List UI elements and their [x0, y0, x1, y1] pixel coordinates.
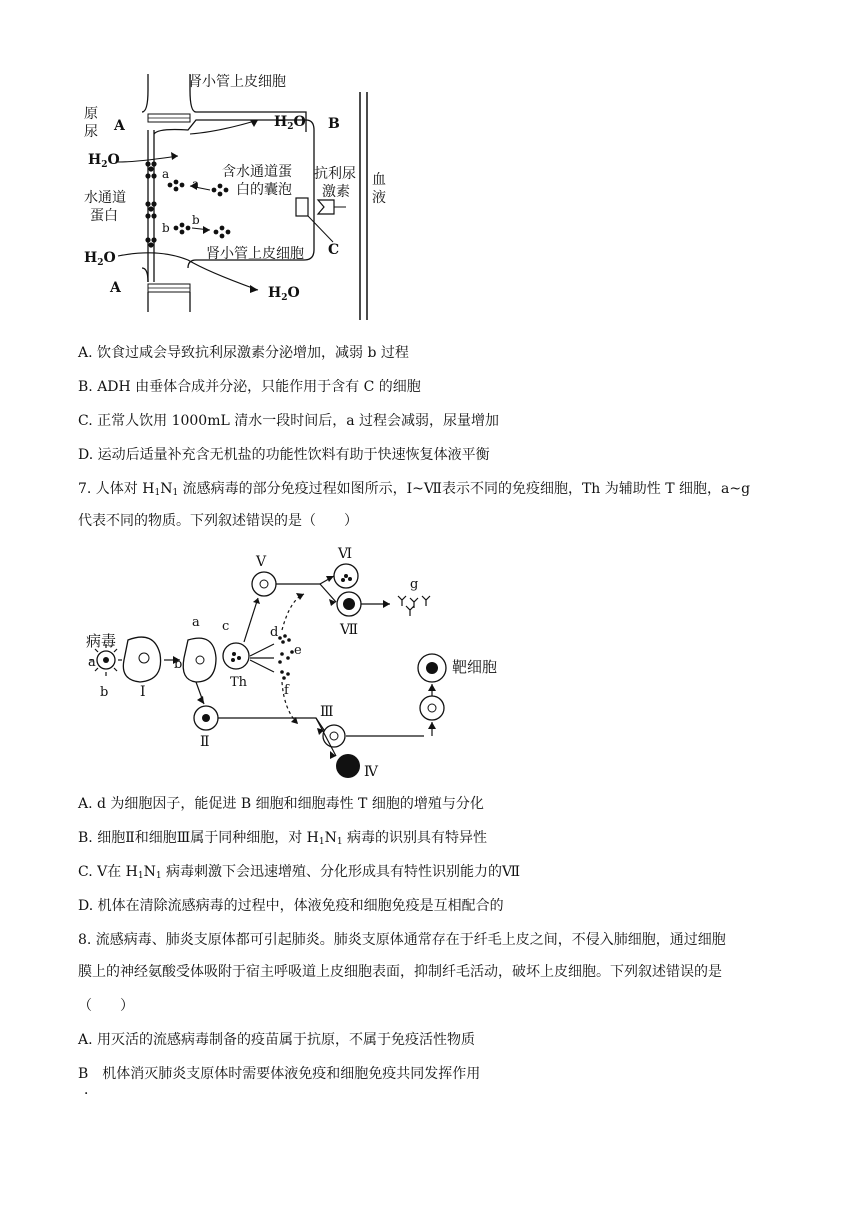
- label-vesicle-line1: 含水通道蛋: [222, 164, 292, 180]
- label-b-region: B: [328, 116, 340, 132]
- label-c-receptor: C: [328, 242, 340, 258]
- label-cell-iii: Ⅲ: [320, 704, 334, 720]
- q7-option-a: A. d 为细胞因子，能促进 B 细胞和细胞毒性 T 细胞的增殖与分化: [78, 796, 484, 812]
- label-cell-i: Ⅰ: [140, 684, 146, 700]
- label-cell-ii: Ⅱ: [200, 734, 210, 750]
- label-top-cell: 肾小管上皮细胞: [188, 74, 286, 90]
- immune-process-diagram: [84, 540, 524, 780]
- q8-stem-line1: 8. 流感病毒、肺炎支原体都可引起肺炎。肺炎支原体通常存在于纤毛上皮之间，不侵入肺细胞，通过细胞: [78, 932, 726, 948]
- q6-option-c: C. 正常人饮用 1000mL 清水一段时间后，a 过程会减弱，尿量增加: [78, 413, 500, 429]
- q7-stem-line1: 7. 人体对 $H_1N_1$ 流感病毒的部分免疫过程如图所示，Ⅰ~Ⅶ表示不同的免疫细胞，Th 为辅助性 T 细胞，a~g: [78, 481, 751, 498]
- q7-option-c: C. Ⅴ在 $H_1N_1$ 病毒刺激下会迅速增殖、分化形成具有特性识别能力的Ⅶ: [78, 864, 521, 881]
- label-h2o-lower-in: $H_2O$: [84, 250, 116, 268]
- q7-option-d: D. 机体在清除流感病毒的过程中，体液免疫和细胞免疫是互相配合的: [78, 898, 504, 914]
- q7-option-b: B. 细胞Ⅱ和细胞Ⅲ属于同种细胞，对 $H_1N_1$ 病毒的识别具有特异性: [78, 830, 488, 847]
- q6-option-b: B. ADH 由垂体合成并分泌，只能作用于含有 C 的细胞: [78, 379, 421, 395]
- label-a-top: a: [192, 615, 200, 630]
- label-channel-2: 蛋白: [90, 208, 118, 224]
- label-cell-vi: Ⅵ: [338, 546, 353, 562]
- label-a-left: a: [88, 655, 96, 670]
- label-cell-iv: Ⅳ: [364, 764, 378, 780]
- label-a1: a: [162, 167, 170, 181]
- label-b-mid: b: [174, 657, 183, 672]
- label-target-cell: 靶细胞: [452, 658, 498, 676]
- label-h2o-bottom-out: $H_2O$: [268, 285, 300, 303]
- immune-process-figure: [84, 540, 524, 780]
- label-b1: b: [162, 221, 170, 235]
- q8-option-b: B 机体消灭肺炎支原体时需要体液免疫和细胞免疫共同发挥作用: [78, 1066, 481, 1082]
- q6-option-d: D. 运动后适量补充含无机盐的功能性饮料有助于快速恢复体液平衡: [78, 447, 490, 463]
- label-virus: 病毒: [86, 632, 117, 650]
- label-d: d: [270, 625, 279, 640]
- label-th: Th: [230, 675, 248, 690]
- label-a2: a: [192, 177, 200, 191]
- label-blood-1: 血: [372, 172, 386, 188]
- q8-trailing-dot: ．: [84, 1082, 98, 1098]
- label-adh-line2: 激素: [322, 184, 350, 200]
- label-blood-2: 液: [372, 190, 386, 206]
- label-channel-1: 水通道: [84, 190, 126, 206]
- label-b-left: b: [100, 685, 109, 700]
- label-cell-vii: Ⅶ: [340, 622, 359, 638]
- label-f: f: [284, 683, 289, 698]
- label-cell-bottom: 肾小管上皮细胞: [206, 246, 304, 262]
- label-b2: b: [192, 213, 200, 227]
- q8-stem-line3: （ ）: [78, 998, 134, 1014]
- label-vesicle-line2: 白的囊泡: [236, 182, 292, 198]
- q6-option-a: A. 饮食过咸会导致抗利尿激素分泌增加，减弱 b 过程: [78, 345, 409, 361]
- label-adh-line1: 抗利尿: [314, 166, 356, 182]
- label-c: c: [222, 619, 230, 634]
- label-h2o-top-out: $H_2O$: [274, 114, 306, 132]
- kidney-tubule-figure: [78, 72, 398, 322]
- label-a-bottom: A: [110, 280, 121, 296]
- q7-stem-line2: 代表不同的物质。下列叙述错误的是（ ）: [78, 513, 358, 529]
- label-g: g: [410, 577, 419, 592]
- label-a-top: A: [114, 118, 125, 134]
- label-cell-v: Ⅴ: [256, 554, 267, 570]
- label-e: e: [294, 643, 302, 658]
- kidney-tubule-diagram: [78, 72, 398, 322]
- label-h2o-in: $H_2O$: [88, 152, 120, 170]
- label-yuan: 原: [84, 106, 98, 122]
- q8-option-a: A. 用灭活的流感病毒制备的疫苗属于抗原，不属于免疫活性物质: [78, 1032, 476, 1048]
- label-niao: 尿: [84, 124, 98, 140]
- q8-stem-line2: 膜上的神经氨酸受体吸附于宿主呼吸道上皮细胞表面，抑制纤毛活动，破坏上皮细胞。下列叙述错误的是: [78, 964, 722, 980]
